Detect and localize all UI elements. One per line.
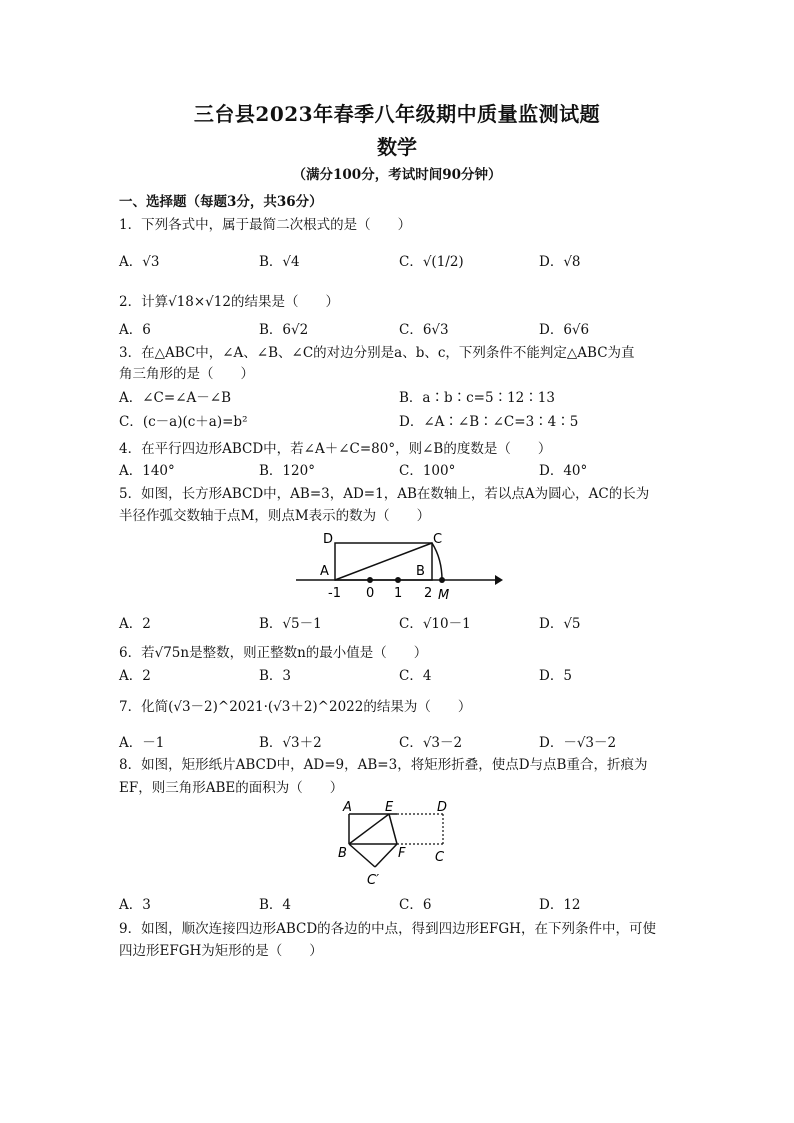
option-b: B．√4 [259,254,300,270]
question-7-stem: 7．化简(√3－2)^2021·(√3＋2)^2022的结果为（ ） [119,699,472,715]
label-D: D [437,800,448,815]
option-d: D．－√3－2 [539,735,617,751]
option-b: B．120° [259,463,315,479]
section-heading: 一、选择题（每题3分，共36分） [119,194,323,210]
label-A: A [343,800,352,815]
option-c: C．100° [399,463,456,479]
question-5-stem-line2: 半径作弧交数轴于点M，则点M表示的数为（ ） [119,508,431,524]
question-9-stem-line1: 9．如图，顺次连接四边形ABCD的各边的中点，得到四边形EFGH，在下列条件中，可使 [119,921,656,937]
option-a: A．∠C=∠A－∠B [119,390,231,406]
option-c: C．(c－a)(c＋a)=b² [119,414,248,430]
label-D: D [323,532,334,547]
question-5-stem-line1: 5．如图，长方形ABCD中，AB=3，AD=1，AB在数轴上，若以点A为圆心，AC的长为 [119,486,650,502]
label-F: F [398,846,406,861]
option-d: D．√5 [539,616,581,632]
option-d: D．√8 [539,254,581,270]
question-3-options-row2 [119,410,679,430]
label-B: B [416,564,425,579]
option-c: C．4 [399,668,432,684]
label-B: B [338,846,347,861]
question-3-options-row1 [119,386,679,406]
option-c: C．6 [399,897,432,913]
option-d: D．∠A∶∠B∶∠C=3∶4∶5 [399,414,579,430]
question-8-options [119,893,679,913]
option-a: A．2 [119,668,151,684]
question-6-stem: 6．若√75n是整数，则正整数n的最小值是（ ） [119,645,428,661]
option-a: A．3 [119,897,151,913]
question-4-stem: 4．在平行四边形ABCD中，若∠A＋∠C=80°，则∠B的度数是（ ） [119,441,552,457]
question-3-stem-line1: 3．在△ABC中，∠A、∠B、∠C的对边分别是a、b、c，下列条件不能判定△ABC为直 [119,345,635,361]
option-b: B．6√2 [259,322,309,338]
question-3-stem-line2: 角三角形的是（ ） [119,366,254,382]
question-6-options [119,664,679,684]
question-2-stem: 2．计算√18×√12的结果是（ ） [119,294,339,310]
option-a: A．－1 [119,735,165,751]
option-b: B．√3＋2 [259,735,322,751]
option-d: D．5 [539,668,572,684]
option-a: A．√3 [119,254,160,270]
option-c: C．√3－2 [399,735,463,751]
option-d: D．40° [539,463,588,479]
option-c: C．√10－1 [399,616,471,632]
label-M: M [438,588,450,603]
label-A: A [320,564,329,579]
exam-subject: 数学 [377,135,417,159]
question-1-stem: 1．下列各式中，属于最简二次根式的是（ ） [119,217,412,233]
question-8-stem-line1: 8．如图，矩形纸片ABCD中，AD=9，AB=3，将矩形折叠，使点D与点B重合，折痕为 [119,757,648,773]
option-c: C．√(1/2) [399,254,464,270]
number-line-figure [290,525,505,603]
option-a: A．2 [119,616,151,632]
option-c: C．6√3 [399,322,449,338]
label-C-prime: C′ [367,873,380,888]
option-d: D．6√6 [539,322,590,338]
exam-note: （满分100分，考试时间90分钟） [292,167,502,183]
label-C: C [435,850,445,865]
option-b: B．3 [259,668,292,684]
label-C: C [433,532,443,547]
tick-2: 2 [424,586,433,601]
tick-1: 1 [394,586,403,601]
tick-0: 0 [366,586,375,601]
option-a: A．6 [119,322,151,338]
tick-neg1: -1 [328,586,341,601]
question-5-options [119,612,679,632]
question-2-options [119,318,679,338]
option-b: B．a∶b∶c=5∶12∶13 [399,390,555,406]
option-b: B．4 [259,897,292,913]
question-8-stem-line2: EF，则三角形ABE的面积为（ ） [119,780,344,796]
label-E: E [385,800,394,815]
question-4-options [119,459,679,479]
question-7-options [119,731,679,751]
question-1-options [119,250,679,270]
option-d: D．12 [539,897,581,913]
option-b: B．√5－1 [259,616,322,632]
question-9-stem-line2: 四边形EFGH为矩形的是（ ） [119,943,323,959]
exam-title: 三台县2023年春季八年级期中质量监测试题 [193,102,601,126]
option-a: A．140° [119,463,175,479]
folded-rectangle-figure [335,797,455,889]
